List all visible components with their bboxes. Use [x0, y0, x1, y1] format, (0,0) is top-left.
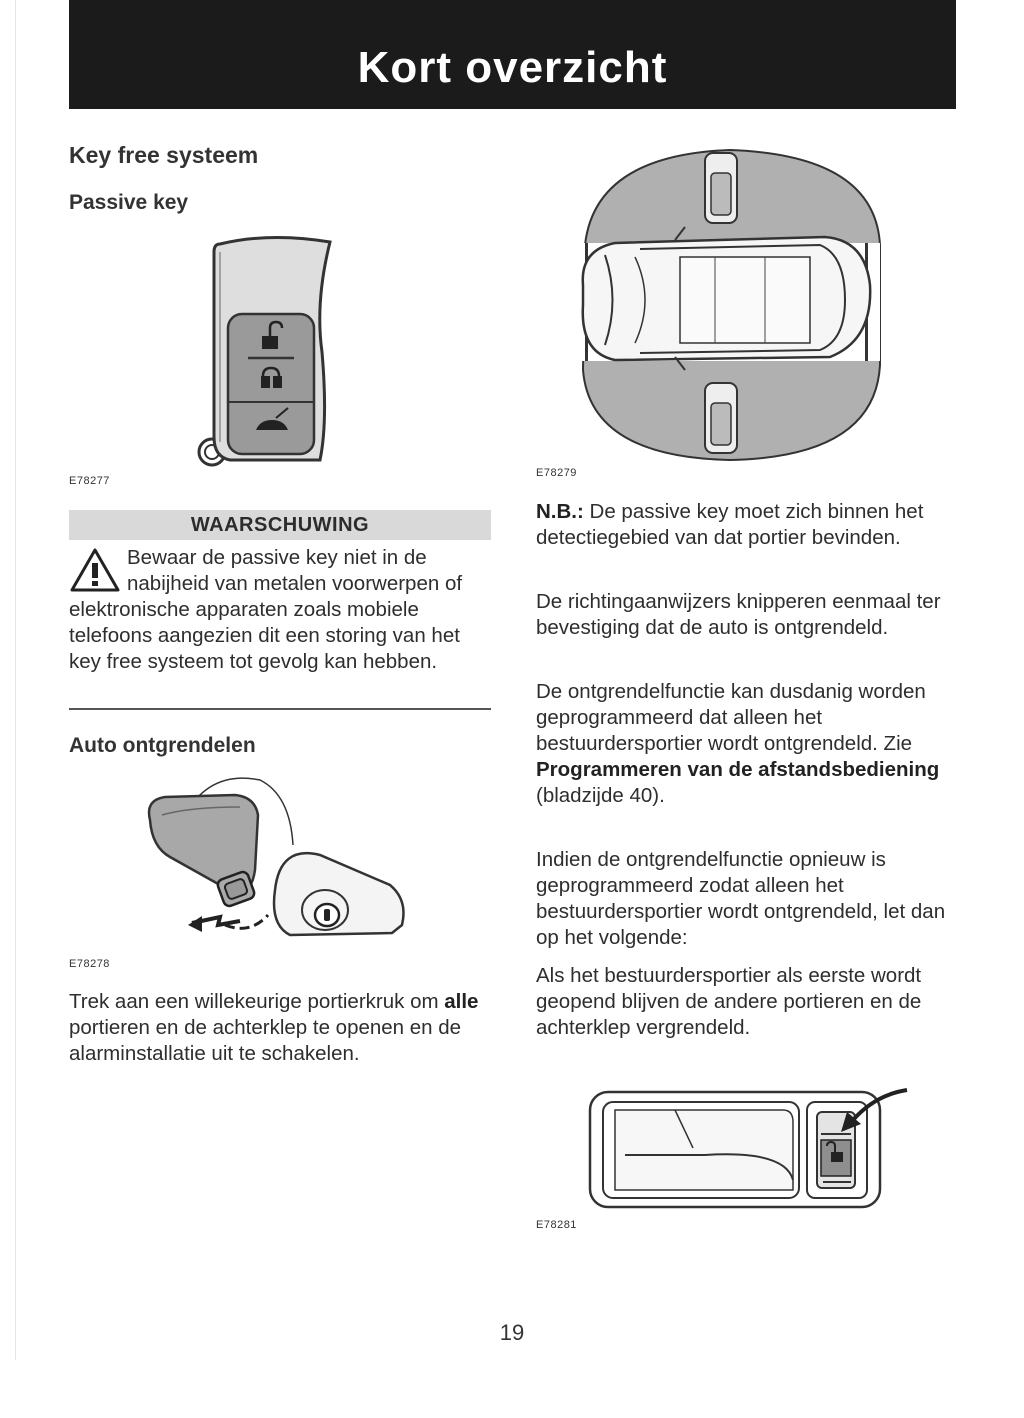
door-handle-illustration	[140, 775, 410, 950]
car-top-view	[583, 227, 870, 370]
unlock-paragraph	[69, 989, 494, 1067]
passive-key-illustration	[190, 232, 340, 472]
key-fob-icon-top	[705, 153, 737, 223]
page-number: 19	[499, 1320, 525, 1345]
driver-door-paragraph: Als het bestuurdersportier als eerste wordt geopend blijven de andere portieren en de achterklep vergrendeld.	[536, 964, 922, 1039]
figure-code-2: E78278	[69, 958, 110, 970]
warning-label: WAARSCHUWING	[69, 510, 491, 540]
warning-block	[69, 545, 494, 675]
figure-code-3: E78279	[536, 467, 577, 479]
programming-reference: Programmeren van de afstandsbediening	[536, 758, 940, 781]
figure-code-4: E78281	[536, 1219, 577, 1231]
indicator-paragraph: De richtingaanwijzers knipperen eenmaal ter bevestiging dat de auto is ontgrendeld.	[536, 590, 941, 639]
interior-lock-illustration	[585, 1080, 915, 1215]
warning-divider	[69, 708, 491, 710]
warning-text: Bewaar de passive key niet in de nabijheid van metalen voorwerpen of elektronische apparaten zoals mobiele telefoons aangezien dit een storing van het key free systeem tot gevolg kan hebben.	[69, 546, 463, 673]
reprogrammed-paragraph: Indien de ontgrendelfunctie opnieuw is geprogrammeerd zodat alleen het bestuurdersportier wordt ontgrendeld, let dan op het volgende:	[536, 848, 946, 949]
unlock-paragraph-emphasis: alle	[444, 990, 479, 1013]
note-label: N.B.:	[536, 500, 584, 523]
subsection-title-auto-ontgrendelen: Auto ontgrendelen	[69, 734, 256, 757]
page-margin-line	[15, 0, 16, 1360]
note-paragraph	[536, 499, 961, 551]
subsection-title-passive-key: Passive key	[69, 191, 189, 214]
programming-text: De ontgrendelfunctie kan dusdanig worden geprogrammeerd dat alleen het bestuurdersportier wordt ontgrendeld. Zie	[536, 680, 926, 755]
key-fob-icon-bottom	[705, 383, 737, 453]
page-header	[69, 0, 956, 109]
warning-triangle-icon	[69, 547, 121, 593]
page-title: Kort overzicht	[357, 43, 668, 92]
detection-zone-illustration	[575, 145, 885, 465]
unlock-paragraph-text-end: portieren en de achterklep te openen en de alarminstallatie uit te schakelen.	[69, 1016, 462, 1065]
unlock-paragraph-text: Trek aan een willekeurige portierkruk om	[69, 990, 445, 1013]
programming-paragraph	[536, 679, 961, 809]
figure-code-1: E78277	[69, 475, 110, 487]
note-text: De passive key moet zich binnen het detectiegebied van dat portier bevinden.	[536, 500, 924, 549]
programming-page-ref: (bladzijde 40).	[536, 784, 665, 807]
section-title: Key free systeem	[69, 142, 259, 168]
